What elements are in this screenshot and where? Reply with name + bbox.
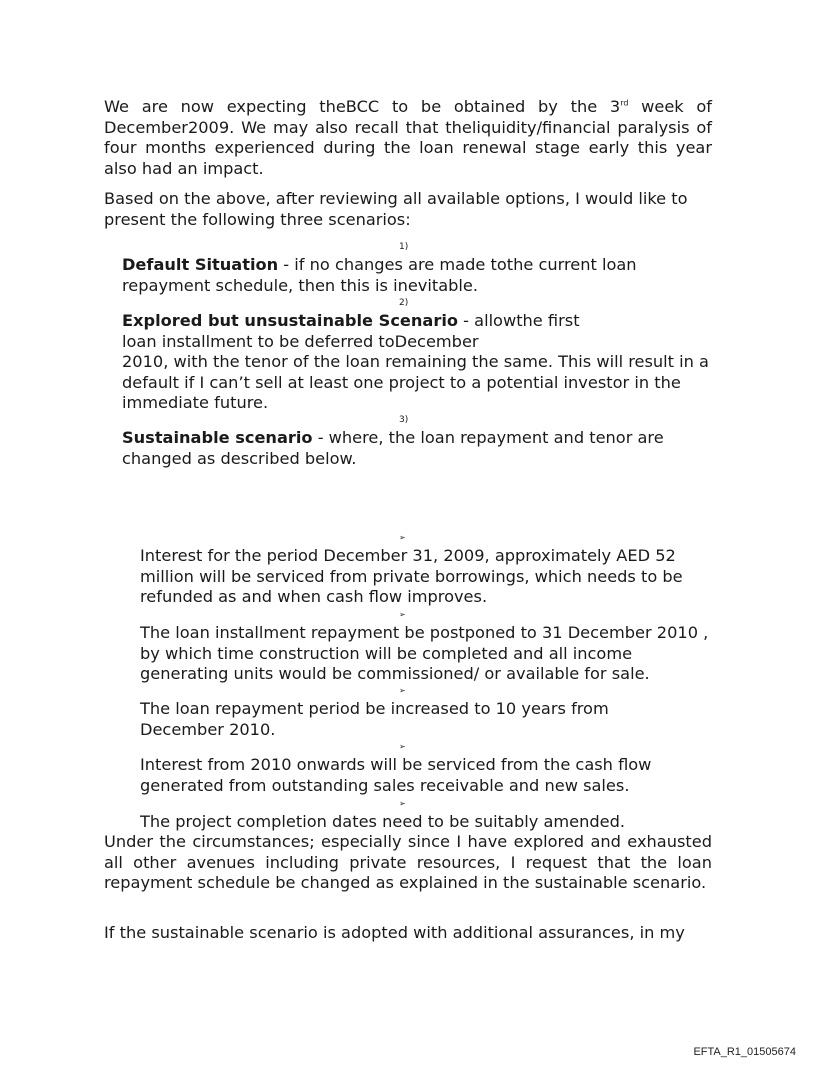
ordinal-suffix: rd xyxy=(620,98,629,108)
scenario-1-default-situation xyxy=(122,255,722,296)
bullet-arrow-icon: ➢ xyxy=(399,742,406,751)
scenario-3-sustainable xyxy=(122,428,722,469)
scenario-3-text: - where, the loan repayment and tenor are changed as described below. xyxy=(122,428,664,468)
paragraph-request: Under the circumstances; especially since I have explored and exhausted all other avenues including private resources, I request that the loan repayment schedule be changed as explained in the sustainable scenario. xyxy=(104,832,712,892)
scenario-2-line1: - allowthe first xyxy=(458,311,580,330)
paragraph-bcc-part2: week of December2009. We may also recall that theliquidity/financial paralysis of four months experienced during the loan renewal stage early this year also had an impact. xyxy=(104,97,712,178)
scenario-1-title: Default Situation xyxy=(122,255,279,274)
paragraph-bcc-expectation xyxy=(104,97,712,179)
point-completion-dates: The project completion dates need to be suitably amended. xyxy=(140,812,626,831)
point-repayment-period: The loan repayment period be increased to 10 years from December 2010. xyxy=(140,699,609,739)
scenario-3-title: Sustainable scenario xyxy=(122,428,313,447)
bullet-arrow-icon: ➢ xyxy=(399,533,406,542)
bullet-arrow-icon: ➢ xyxy=(399,610,406,619)
scenario-2-number: 2) xyxy=(399,298,409,308)
paragraph-adoption: If the sustainable scenario is adopted with additional assurances, in my xyxy=(104,923,685,942)
scenario-2-line3: 2010, with the tenor of the loan remaining the same. This will result in a default if I can’t sell at least one project to a potential investor in the immediate future. xyxy=(122,352,709,412)
point-interest-2010: Interest from 2010 onwards will be serviced from the cash flow generated from outstanding sales receivable and new sales. xyxy=(140,755,652,795)
paragraph-scenarios-intro: Based on the above, after reviewing all available options, I would like to present the following three scenarios: xyxy=(104,189,688,229)
scenario-2-unsustainable xyxy=(122,311,722,414)
point-interest-december: Interest for the period December 31, 2009, approximately AED 52 million will be serviced from private borrowings, which needs to be refunded as and when cash flow improves. xyxy=(140,546,683,606)
bullet-arrow-icon: ➢ xyxy=(399,799,406,808)
scenario-3-number: 3) xyxy=(399,415,409,425)
scenario-2-title: Explored but unsustainable Scenario xyxy=(122,311,459,330)
bullet-arrow-icon: ➢ xyxy=(399,686,406,695)
scenario-1-number: 1) xyxy=(399,242,409,252)
scenario-1-text: - if no changes are made tothe current loan repayment schedule, then this is inevitable. xyxy=(122,255,637,295)
point-installment-postponed: The loan installment repayment be postponed to 31 December 2010 , by which time construction will be completed and all income generating units would be commissioned/ or available for sale. xyxy=(140,623,709,683)
scenario-2-line2: loan installment to be deferred toDecember xyxy=(122,331,479,351)
paragraph-bcc-part1: We are now expecting theBCC to be obtained by the 3 xyxy=(104,97,621,116)
document-id-footer: EFTA_R1_01505674 xyxy=(693,1046,796,1058)
